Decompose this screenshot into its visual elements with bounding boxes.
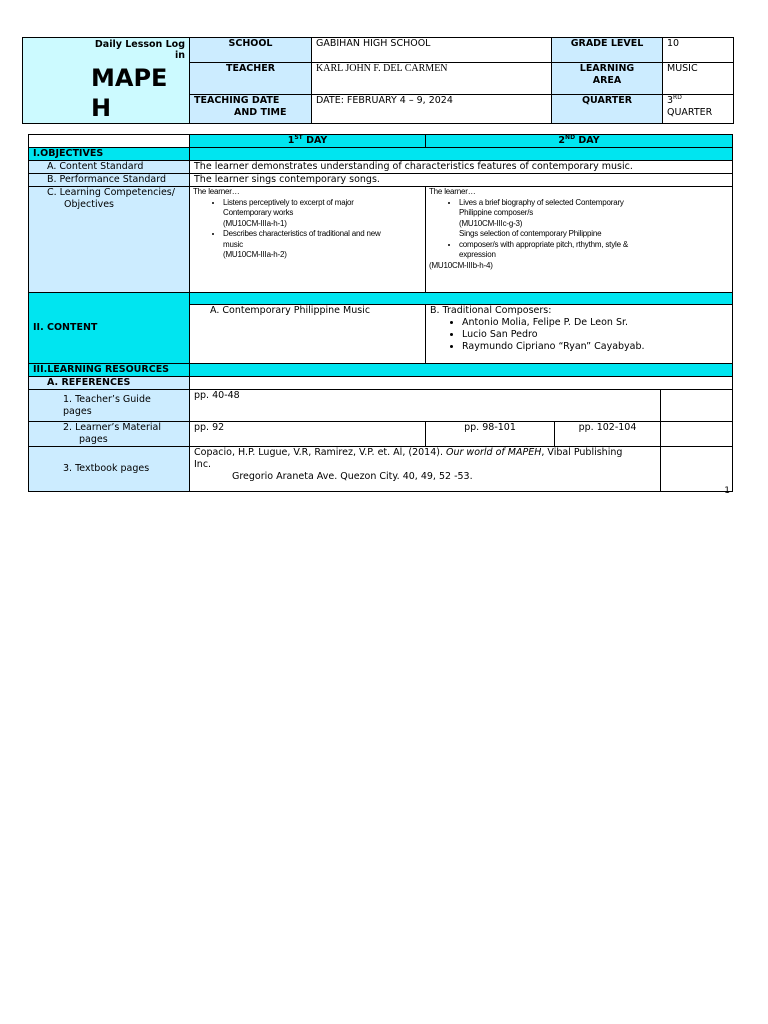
- day2-b1-extra: Sings selection of contemporary Philippine: [459, 229, 602, 238]
- content-fill: [190, 293, 733, 305]
- header-table: [22, 37, 734, 124]
- performance-standard-row: [29, 174, 733, 187]
- grade-value: 10: [663, 38, 734, 63]
- date-value: DATE: FEBRUARY 4 – 9, 2024: [312, 94, 552, 123]
- day-header-row: [29, 135, 733, 148]
- day1-word: DAY: [306, 135, 328, 146]
- resources-row: [29, 364, 733, 377]
- lm-value-2: pp. 98-101: [426, 422, 555, 447]
- blank-header-cell: [29, 135, 190, 148]
- day1-competency-item: [223, 229, 421, 261]
- references-fill: [190, 377, 733, 390]
- day2-b1-line1: Lives a brief biography of selected Contemporary: [459, 197, 624, 207]
- title-cell: [23, 38, 190, 124]
- day1-competency-intro: The learner…: [193, 187, 240, 196]
- tb-citation-inc: Inc.: [194, 459, 212, 470]
- competencies-row: [29, 187, 733, 293]
- day1-b1-line2: Contemporary works: [223, 208, 294, 217]
- day2-b1-code: (MU10CM-IIIc-g-3): [459, 218, 523, 228]
- quarter-label: QUARTER: [552, 94, 663, 123]
- references-row: [29, 377, 733, 390]
- tg-value: pp. 40-48: [190, 390, 661, 422]
- school-label: SCHOOL: [190, 38, 312, 63]
- composer-item: • Lucio San Pedro: [462, 329, 728, 341]
- area-label-line2: AREA: [592, 74, 622, 86]
- doc-title: [27, 38, 185, 61]
- day1-b2-code: (MU10CM-IIIa-h-2): [223, 250, 287, 259]
- performance-standard-label: B. Performance Standard: [29, 174, 190, 187]
- tg-label-line1: 1. Teacher’s Guide: [63, 394, 151, 405]
- day1-num: 1: [287, 135, 295, 146]
- subject-line1: MAPE: [91, 64, 168, 92]
- quarter-sup: RD: [673, 94, 682, 101]
- resources-heading: III.LEARNING RESOURCES: [29, 364, 190, 377]
- day2-header: [426, 135, 733, 148]
- teacher-value: KARL JOHN F. DEL CARMEN: [312, 62, 552, 94]
- tb-citation-title: Our world of MAPEH: [446, 447, 542, 458]
- quarter-word: QUARTER: [667, 106, 713, 118]
- day1-b1-line1: Listens perceptively to excerpt of major: [223, 197, 354, 207]
- date-label-line1: TEACHING DATE: [194, 94, 280, 106]
- day2-b2-code: (MU10CM-IIIb-h-4): [429, 260, 493, 270]
- extra-col-tg: [661, 390, 733, 422]
- tg-label-line2: pages: [63, 406, 92, 417]
- content-day1: A. Contemporary Philippine Music: [190, 305, 426, 364]
- page-number: 1: [724, 486, 730, 496]
- day2-b2-line2: expression: [459, 250, 496, 259]
- day2-b2-line1: composer/s with appropriate pitch, rthythm, style &: [459, 239, 628, 249]
- day1-b1-code: (MU10CM-IIIa-h-1): [223, 218, 287, 228]
- objectives-heading: I.OBJECTIVES: [29, 148, 190, 161]
- day1-sup: ST: [294, 134, 303, 141]
- day1-b2-line1: Describes characteristics of traditional and new: [223, 229, 381, 238]
- lm-value-3: pp. 102-104: [555, 422, 661, 447]
- area-label: [552, 62, 663, 94]
- school-value: GABIHAN HIGH SCHOOL: [312, 38, 552, 63]
- day2-word: DAY: [578, 135, 600, 146]
- day1-competency-item: [223, 198, 421, 230]
- day2-b1-line2: Philippine composer/s: [459, 208, 534, 217]
- grade-label: GRADE LEVEL: [552, 38, 663, 63]
- area-value: MUSIC: [663, 62, 734, 94]
- day2-num: 2: [558, 135, 566, 146]
- tg-label: [29, 390, 190, 422]
- quarter-value: [663, 94, 734, 123]
- objectives-row: [29, 148, 733, 161]
- textbook-row: [29, 447, 733, 492]
- lm-label: [29, 422, 190, 447]
- subject-title: [27, 63, 185, 123]
- composer-item: • Antonio Molia, Felipe P. De Leon Sr.: [462, 317, 728, 329]
- composer-item: • Raymundo Cipriano “Ryan” Cayabyab.: [462, 341, 728, 353]
- content-heading: II. CONTENT: [29, 293, 190, 364]
- lm-value-1: pp. 92: [190, 422, 426, 447]
- teacher-label: TEACHER: [190, 62, 312, 94]
- day1-b2-line2: music: [223, 239, 243, 249]
- day2-competency-intro: The learner…: [429, 187, 476, 196]
- performance-standard-value: The learner sings contemporary songs.: [190, 174, 733, 187]
- day2-competency-item: [459, 198, 728, 240]
- lm-label-line2: pages: [79, 434, 108, 445]
- doc-title-line1: Daily Lesson Log: [94, 39, 185, 50]
- day1-competency: [190, 187, 426, 293]
- tb-citation-authors: Copacio, H.P. Lugue, V.R, Ramirez, V.P. et. Al, (2014).: [194, 447, 446, 458]
- day2-competency-item: [459, 240, 728, 261]
- day2-competency: [426, 187, 733, 293]
- lm-label-line1: 2. Learner’s Material: [63, 422, 161, 433]
- content-standard-value: The learner demonstrates understanding of characteristics features of contemporary music.: [190, 161, 733, 174]
- area-label-line1: LEARNING: [579, 62, 635, 74]
- subject-line2: H: [91, 94, 112, 122]
- content-day2-title: B. Traditional Composers:: [430, 305, 552, 316]
- tb-label: 3. Textbook pages: [29, 447, 190, 492]
- competencies-label: [29, 187, 190, 293]
- content-standard-label: A. Content Standard: [29, 161, 190, 174]
- competencies-label-line2: Objectives: [64, 199, 114, 210]
- tb-citation-publisher: , Vibal Publishing: [541, 447, 623, 458]
- day2-sup: ND: [565, 134, 576, 141]
- resources-fill: [190, 364, 733, 377]
- references-heading: A. REFERENCES: [29, 377, 190, 390]
- tb-value: [190, 447, 661, 492]
- extra-col-tb: [661, 447, 733, 492]
- doc-title-line2: in: [174, 50, 185, 61]
- date-label-line2: AND TIME: [234, 106, 287, 118]
- content-standard-row: [29, 161, 733, 174]
- content-heading-row: [29, 293, 733, 305]
- quarter-num: 3: [667, 94, 674, 106]
- date-label: [190, 94, 312, 123]
- content-day2: [426, 305, 733, 364]
- learners-material-row: [29, 422, 733, 447]
- day1-header: [190, 135, 426, 148]
- extra-col-lm: [661, 422, 733, 447]
- lesson-table: [28, 134, 733, 492]
- objectives-fill: [190, 148, 733, 161]
- competencies-label-line1: C. Learning Competencies/: [47, 187, 175, 198]
- teachers-guide-row: [29, 390, 733, 422]
- tb-citation-address: Gregorio Araneta Ave. Quezon City. 40, 49, 52 -53.: [232, 471, 473, 482]
